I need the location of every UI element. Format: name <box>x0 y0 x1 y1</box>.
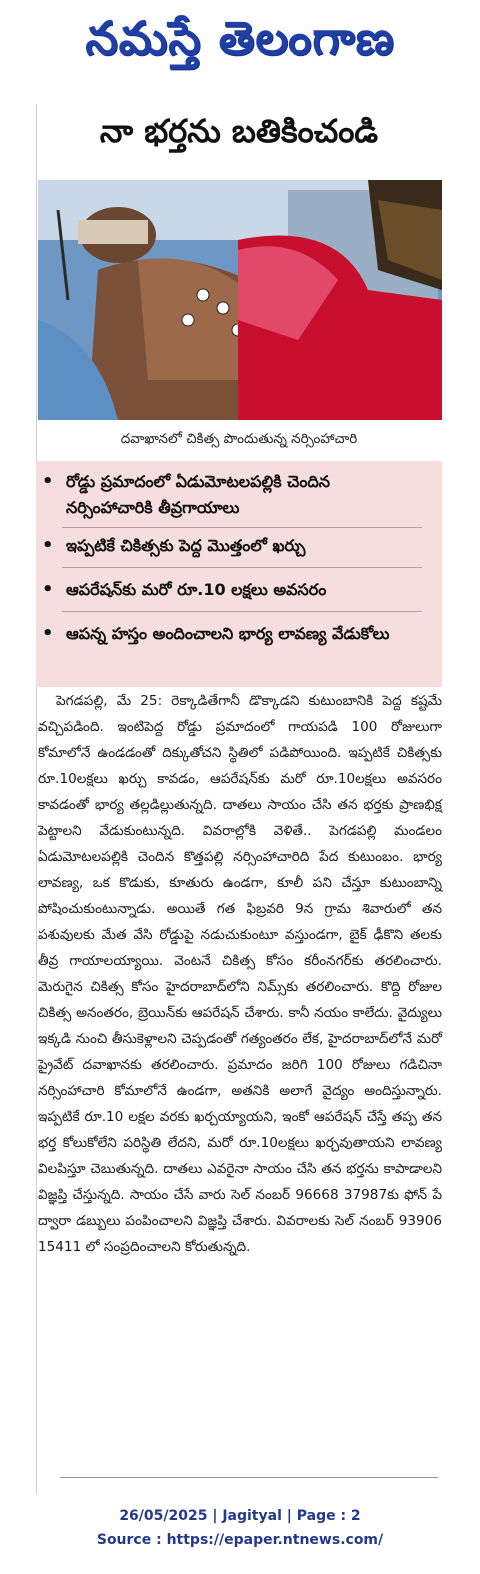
bullet-icon: • <box>42 471 54 492</box>
masthead <box>0 0 480 88</box>
column-divider <box>36 104 37 1494</box>
highlight-divider <box>62 527 422 528</box>
source-link[interactable]: Source : https://epaper.ntnews.com/ <box>96 1532 384 1548</box>
highlight-divider <box>62 567 422 568</box>
article-body: పెగడపల్లి, మే 25: రెక్కాడితేగానీ డొక్కాడని కుటుంబానికి పెద్ద కష్టమే వచ్చిపడింది. ఇంటిపెద్ద రోడ్డు ప్రమాదంలో గాయపడి 100 రోజులుగా కోమాలోనే ఉండడంతో దిక్కుతోచని స్థితిలో పడిపోయింది. ఇప్పటికే చికిత్సకు రూ.10లక్షలు ఖర్చు కావడం, ఆపరేషన్‌కు మరో రూ.10లక్షలు అవసరం కావడంతో భార్య తల్లడిల్లుతున్నది. దాతలు సాయం చేసి తన భర్తకు ప్రాణభిక్ష పెట్టాలని వేడుకుంటున్నది. వివరాల్లోకి వెళితే.. పెగడపల్లి మండలం ఏడుమోటలపల్లికి చెందిన కొత్తపల్లి నర్సింహాచారిది పేద కుటుంబం. భార్య లావణ్య, ఒక కొడుకు, కూతురు ఉండగా, కూలీ పని చేస్తూ కుటుంబాన్ని పోషించుకుంటున్నాడు. అయితే గత ఫిబ్రవరి 9న గ్రామ శివారులో తన పశువులకు మేత వేసి రోడ్డుపై నడుచుకుంటూ వస్తుండగా, బైక్ ఢీకొని తలకు తీవ్ర గాయాలయ్యాయి. వెంటనే చికిత్స కోసం కరీంనగర్‌కు తరలించారు. మెరుగైన చికిత్స కోసం హైదరాబాద్‌లోని నిమ్స్‌కు తరలించారు. కొద్ది రోజుల చికిత్స అనంతరం, బ్రెయిన్‌కు ఆపరేషన్ చేశారు. కానీ నయం కాలేదు. వైద్యులు ఇక్కడి నుంచి తీసుకెళ్లాలని చెప్పడంతో గత్యంతరం లేక, హైదరాబాద్‌లోనే మరో ప్రైవేట్ దవాఖానకు తరలించారు. ప్రమాదం జరిగి 100 రోజులు గడిచినా నర్సింహాచారి కోమాలోనే ఉండగా, అతనికి అలాగే వైద్యం అందిస్తున్నారు. ఇప్పటికే రూ.10 లక్షల వరకు ఖర్చయ్యాయని, ఇంకో ఆపరేషన్ చేస్తే తప్ప తన భర్త కోలుకోలేని పరిస్థితి లేదని, మరో రూ.10లక్షలు ఖర్చవుతాయని లావణ్య విలపిస్తూ చెబుతున్నది. దాతలు ఎవరైనా సాయం చేసి తన భర్తను కాపాడాలని విజ్ఞప్తి చేస్తున్నది. సాయం చేసే వారు సెల్ నంబర్ 96668 37987కు ఫోన్ పే ద్వారా డబ్బులు పంపించాలని విజ్ఞప్తి చేశారు. వివరాలకు సెల్ నంబర్ 93906 15411 లో సంప్రదించాలని కోరుతున్నది. <box>38 693 442 1255</box>
bullet-icon: • <box>42 535 54 556</box>
highlight-divider <box>62 611 422 612</box>
highlight-text: రోడ్డు ప్రమాదంలో ఏడుమోటలపల్లికి చెందిన నర్సింహాచారికి తీవ్రగాయాలు <box>66 472 330 517</box>
highlight-text: ఆపన్న హస్తం అందించాలని భార్య లావణ్య వేడుకోలు <box>66 624 390 643</box>
photo-caption: దవాఖానలో చికిత్స పొందుతున్న నర్సింహాచారి <box>120 430 358 447</box>
article-photo <box>38 180 442 420</box>
highlight-text: ఆపరేషన్‌కు మరో రూ.10 లక్షలు అవసరం <box>66 580 327 599</box>
bullet-icon: • <box>42 623 54 644</box>
bullet-icon: • <box>42 579 54 600</box>
highlights-box <box>36 461 442 687</box>
masthead-title: నమస్తే తెలంగాణ <box>85 11 395 65</box>
highlight-text: ఇప్పటికే చికిత్సకు పెద్ద మొత్తంలో ఖర్చు <box>66 536 306 555</box>
bottom-divider <box>60 1477 438 1478</box>
edition-info: 26/05/2025 | Jagityal | Page : 2 <box>119 1508 361 1524</box>
article-headline: నా భర్తను బతికించండి <box>99 112 379 150</box>
